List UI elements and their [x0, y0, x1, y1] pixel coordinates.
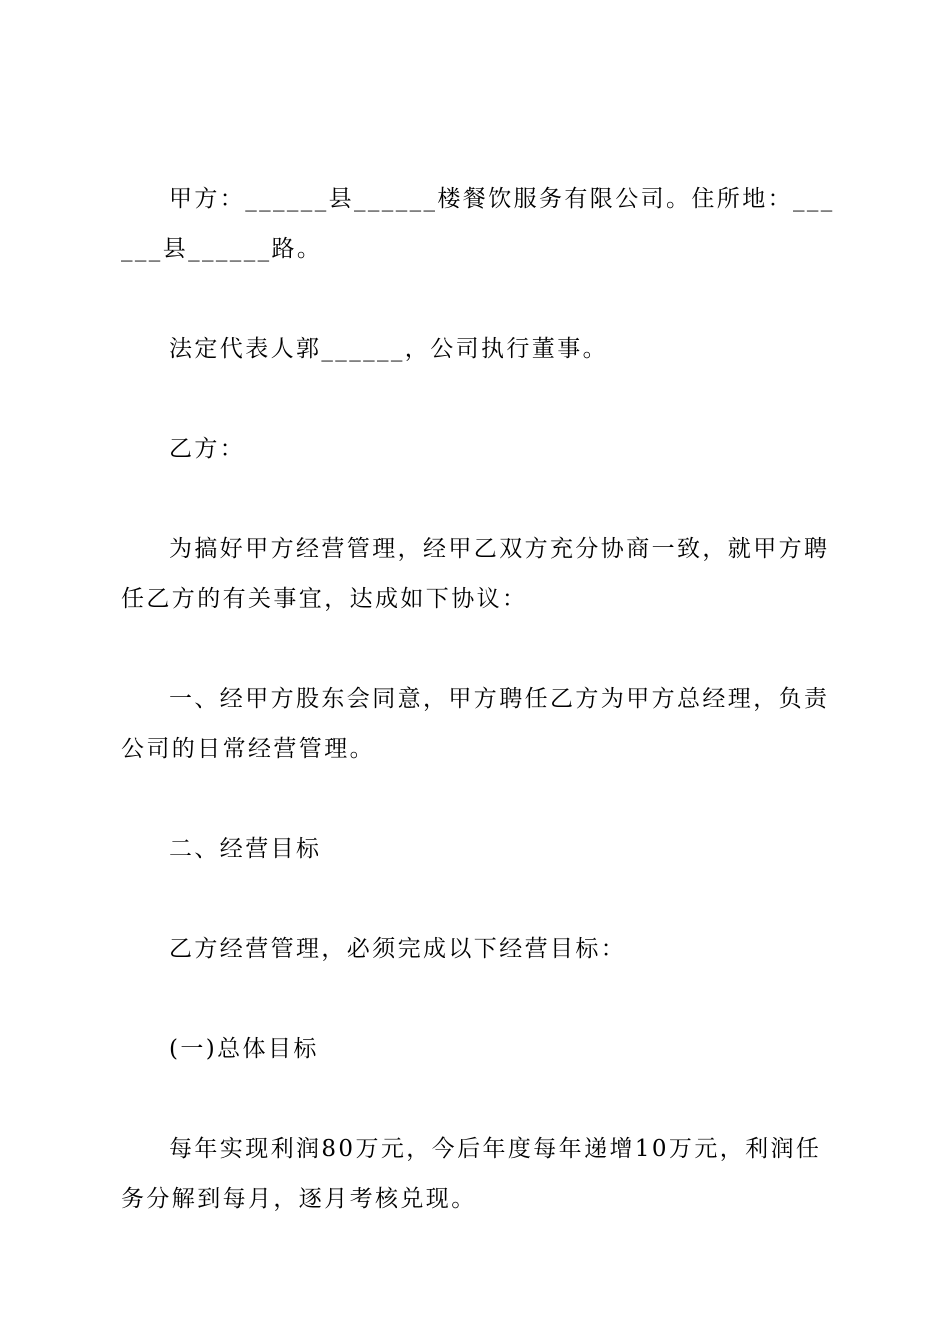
clause-one-paragraph: 一、经甲方股东会同意，甲方聘任乙方为甲方总经理，负责公司的日常经营管理。: [121, 686, 830, 762]
preamble-paragraph: 为搞好甲方经营管理，经甲乙双方充分协商一致，就甲方聘任乙方的有关事宜，达成如下协议：: [121, 536, 830, 612]
party-b-paragraph: 乙方：: [169, 436, 246, 462]
party-a-paragraph: 甲方：______县______楼餐饮服务有限公司。住所地：______县______路。: [121, 186, 835, 262]
legal-representative-paragraph: 法定代表人郭______，公司执行董事。: [169, 336, 608, 362]
overall-target-paragraph: 每年实现利润80万元，今后年度每年递增10万元，利润任务分解到每月，逐月考核兑现。: [121, 1136, 822, 1212]
overall-target-heading: (一)总体目标: [169, 1036, 319, 1062]
clause-two-intro-paragraph: 乙方经营管理，必须完成以下经营目标：: [169, 936, 627, 962]
clause-two-heading: 二、经营目标: [169, 836, 322, 862]
